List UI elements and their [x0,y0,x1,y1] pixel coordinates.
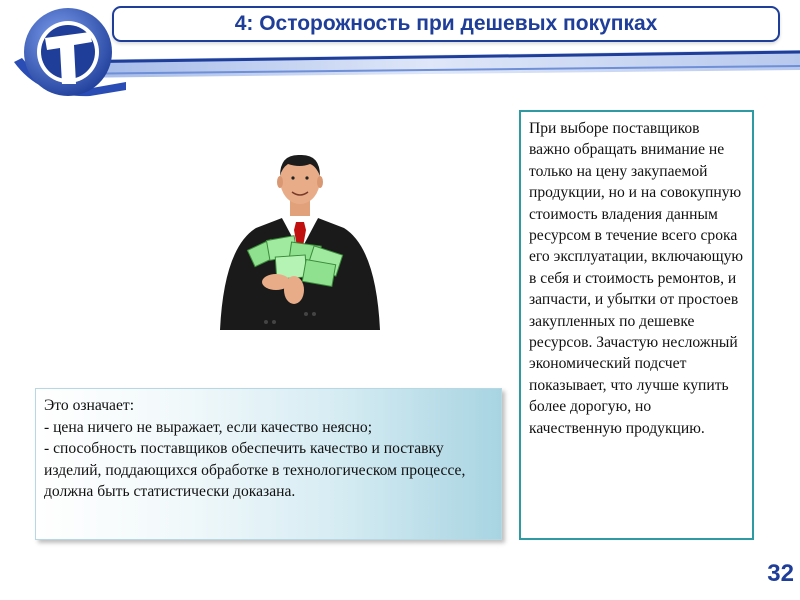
meaning-point-suppliers: - способность поставщиков обеспечить качество и поставку изделий, поддающихся обработке в технологическом процессе, должна быть статистически доказана. [44,440,466,500]
company-logo-icon [10,2,126,106]
info-text: При выборе поставщиков важно обращать внимание не только на цену закупаемой продукции, но и на совокупную стоимость владения данным ресурсом в течение всего срока его эксплуатации, включающую в себя и стоимость ремонтов, и запчасти, и убытки от простоев закупленных по дешевке ресурсов. Зачастую несложный экономический подсчет показывает, что лучше купить более дорогую, но качественную продукцию. [529,120,744,437]
businessman-illustration-icon [210,152,390,332]
meaning-heading: Это означает: [44,397,135,414]
meaning-point-price: - цена ничего не выражает, если качество неясно; [44,418,373,436]
meaning-text-box [35,388,502,540]
page-number: 32 [767,560,794,587]
slide-title: 4: Осторожность при дешевых покупках [234,12,658,35]
info-text-box [519,110,754,540]
slide-title-box [112,6,780,42]
